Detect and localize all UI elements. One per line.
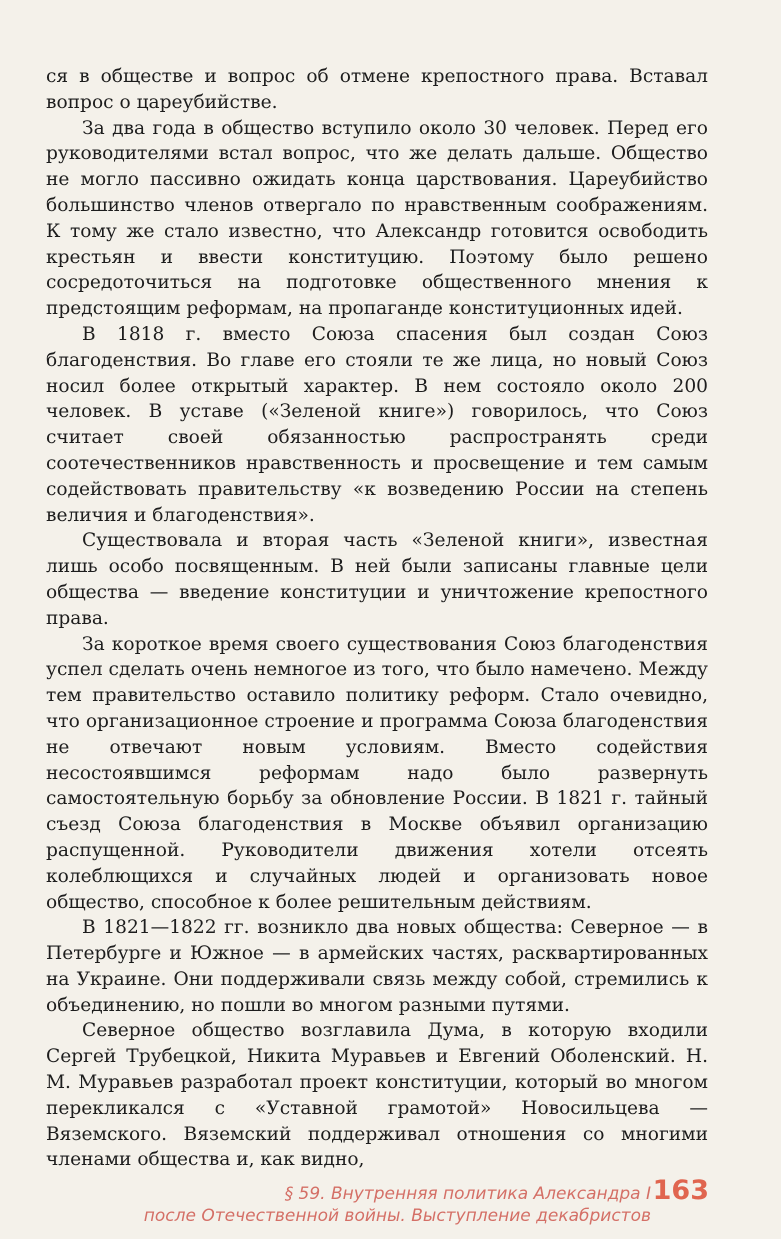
paragraph: За короткое время своего существования Союз благоденствия успел сделать очень немногое из того, что было намечено. Между тем правительство оставило политику реформ. Стало очевидно, что организационное строение и программа Союза благоденствия не отвечают новым условиям. Вместо содействия несостоявшимся реформам надо было развернуть самостоятельную борьбу за обновление России. В 1821 г. тайный съезд Союза благоденствия в Москве объявил организацию распущенной. Руководители движения хотели отсеять колеблющихся и случайных людей и организовать новое общество, способное к более решительным действиям. bbox=[46, 633, 708, 913]
paragraph: В 1818 г. вместо Союза спасения был создан Союз благоденствия. Во главе его стояли те же лица, но новый Союз носил более открытый характер. В нем состояло около 200 человек. В уставе («Зеленой книге») говорилось, что Союз считает своей обязанностью распространять среди соотечественников нравственность и просвещение и тем самым содействовать правительству «к возведению России на степень величия и благоденствия». bbox=[46, 323, 708, 526]
body-text bbox=[46, 64, 708, 1173]
paragraph: В 1821—1822 гг. возникло два новых общества: Северное — в Петербурге и Южное — в армейских частях, расквартированных на Украине. Они поддерживали связь между собой, стремились к объединению, но пошли во многом разными путями. bbox=[46, 917, 708, 1016]
paragraph: Существовала и вторая часть «Зеленой книги», известная лишь особо посвященным. В ней были записаны главные цели общества — введение конституции и уничтожение крепостного права. bbox=[46, 530, 708, 629]
running-head bbox=[144, 1183, 711, 1227]
running-head-line1: § 59. Внутренняя политика Александра I bbox=[284, 1184, 651, 1204]
paragraph: ся в обществе и вопрос об отмене крепостного права. Вставал вопрос о цареубийстве. bbox=[46, 66, 708, 113]
paragraph: Северное общество возглавила Дума, в которую входили Сергей Трубецкой, Никита Муравьев и Евгений Оболенский. Н. М. Муравьев разработал проект конституции, который во многом перекликался с «Уставной грамотой» Новосильцева — Вяземского. Вяземский поддерживал отношения со многими членами общества и, как видно, bbox=[46, 1020, 708, 1171]
running-head-line2: после Отечественной войны. Выступление декабристов bbox=[143, 1206, 651, 1226]
page-number: 163 bbox=[652, 1175, 709, 1206]
paragraph: За два года в общество вступило около 30 человек. Перед его руководителями встал вопрос, что же делать дальше. Общество не могло пассивно ожидать конца царствования. Цареубийство большинство членов отвергало по нравственным соображениям. К тому же стало известно, что Александр готовится освободить крестьян и ввести конституцию. Поэтому было решено сосредоточиться на подготовке общественного мнения к предстоящим реформам, на пропаганде конституционных идей. bbox=[46, 117, 708, 320]
